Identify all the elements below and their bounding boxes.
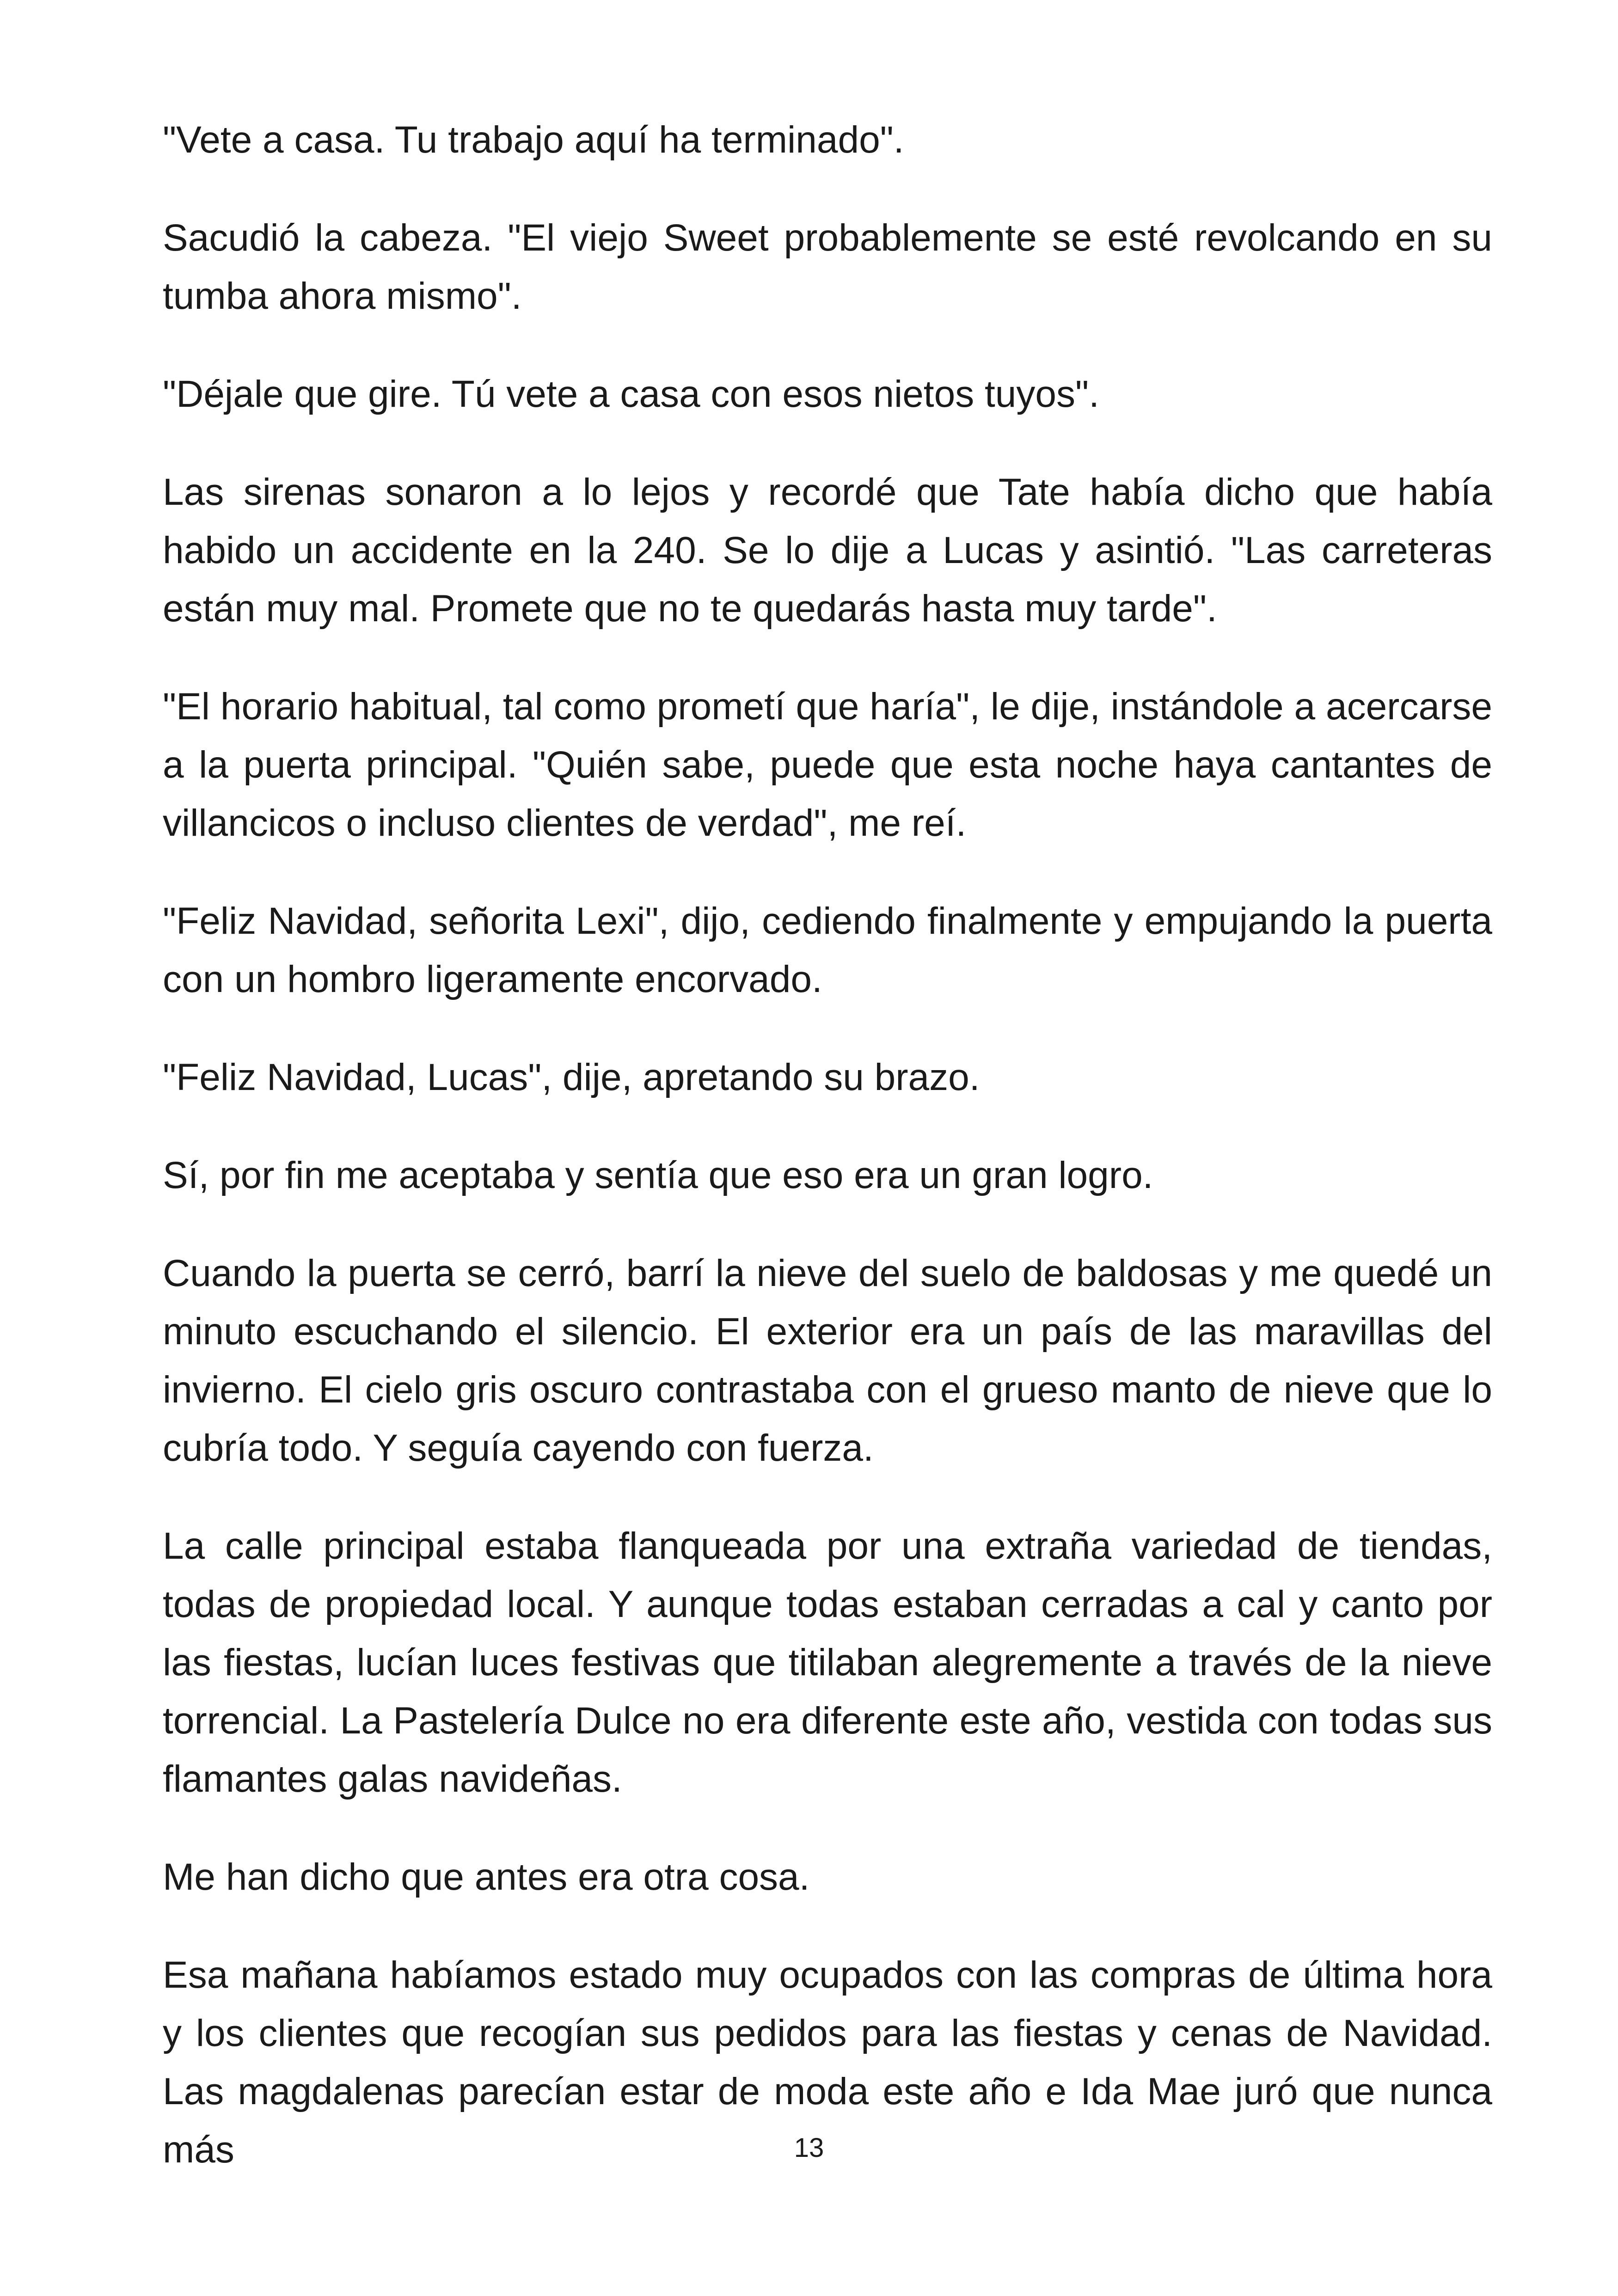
paragraph: Esa mañana habíamos estado muy ocupados con las compras de última hora y los clientes que recogían sus pedidos para las fiestas y cenas de Navidad. Las magdalenas parecían estar de moda este año e Ida Mae juró que nunca más	[163, 1954, 1492, 2171]
body-text	[163, 111, 1492, 2179]
paragraph: Me han dicho que antes era otra cosa.	[163, 1856, 810, 1898]
paragraph: Cuando la puerta se cerró, barrí la nieve del suelo de baldosas y me quedé un minuto escuchando el silencio. El exterior era un país de las maravillas del invierno. El cielo gris oscuro contrastaba con el grueso manto de nieve que lo cubría todo. Y seguía cayendo con fuerza.	[163, 1252, 1492, 1469]
paragraph: "Vete a casa. Tu trabajo aquí ha terminado".	[163, 119, 904, 161]
paragraph: "Feliz Navidad, señorita Lexi", dijo, cediendo finalmente y empujando la puerta con un hombro ligeramente encorvado.	[163, 900, 1492, 1000]
page-number: 13	[794, 2133, 824, 2163]
paragraph: La calle principal estaba flanqueada por una extraña variedad de tiendas, todas de propiedad local. Y aunque todas estaban cerradas a cal y canto por las fiestas, lucían luces festivas que titilaban alegremente a través de la nieve torrencial. La Pastelería Dulce no era diferente este año, vestida con todas sus flamantes galas navideñas.	[163, 1525, 1492, 1800]
paragraph: "Déjale que gire. Tú vete a casa con esos nietos tuyos".	[163, 373, 1099, 415]
paragraph: "Feliz Navidad, Lucas", dije, apretando su brazo.	[163, 1056, 980, 1098]
paragraph: "El horario habitual, tal como prometí que haría", le dije, instándole a acercarse a la puerta principal. "Quién sabe, puede que esta noche haya cantantes de villancicos o incluso clientes de verdad", me reí.	[163, 686, 1492, 844]
paragraph: Sacudió la cabeza. "El viejo Sweet probablemente se esté revolcando en su tumba ahora mismo".	[163, 217, 1492, 317]
paragraph: Las sirenas sonaron a lo lejos y recordé que Tate había dicho que había habido un accidente en la 240. Se lo dije a Lucas y asintió. "Las carreteras están muy mal. Promete que no te quedarás hasta muy tarde".	[163, 471, 1492, 630]
paragraph: Sí, por fin me aceptaba y sentía que eso era un gran logro.	[163, 1154, 1153, 1196]
